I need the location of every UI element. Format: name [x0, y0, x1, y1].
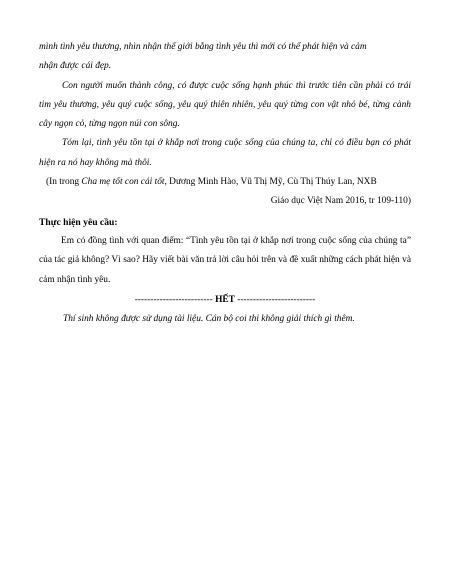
passage-paragraph-3: Tóm lại, tình yêu tồn tại ở khắp nơi trong cuộc sống của chúng ta, chỉ có điều bạn có phát hiện ra nó hay không mà thôi.	[39, 138, 411, 168]
end-dashes-left: -------------------------	[134, 294, 216, 305]
requirement-text: Em có đồng tình với quan điểm: “Tình yêu tồn tại ở khắp nơi trong cuộc sống của chúng ta” của tác giả không? Vì sao? Hãy viết bài văn trả lời câu hỏi trên và đề xuất những cách phát hiện và cảm nhận tình yêu.	[39, 235, 411, 285]
end-dashes-right: -------------------------	[234, 294, 316, 305]
passage-paragraph-1	[39, 38, 411, 77]
passage-paragraph-1-line-2: nhận được cái đẹp.	[39, 61, 112, 72]
exam-note: Thí sinh không được sử dụng tài liệu. Cán bộ coi thi không giải thích gì thêm.	[63, 314, 355, 325]
end-label: HẾT	[215, 294, 235, 305]
passage-paragraph-1-line-1: mình tình yêu thương, nhìn nhận thế giới bằng tình yêu thì mới có thể phát hiện và cảm	[39, 42, 367, 52]
citation-line-2: Giáo dục Việt Nam 2016, tr 109-110)	[270, 196, 411, 207]
passage-paragraph-2: Con người muốn thành công, có được cuộc sống hạnh phúc thì trước tiên cần phải có trái tim yêu thương, yêu quý cuộc sống, yêu quý thiên nhiên, yêu quý từng con vật nhỏ bé, từng cành cây ngọn cỏ, từng ngọn núi con sông.	[39, 80, 411, 130]
requirement-title: Thực hiện yêu cầu:	[39, 216, 118, 228]
citation-line-1	[46, 173, 411, 192]
citation-prefix: (In trong	[46, 177, 82, 188]
citation-book-title: Cha mẹ tốt con cái tốt	[81, 177, 165, 188]
exam-page	[39, 38, 411, 329]
source-citation	[39, 173, 411, 212]
end-marker	[39, 291, 411, 310]
citation-authors: , Dương Minh Hào, Vũ Thị Mỹ, Cù Thị Thúy Lan, NXB	[164, 177, 377, 188]
